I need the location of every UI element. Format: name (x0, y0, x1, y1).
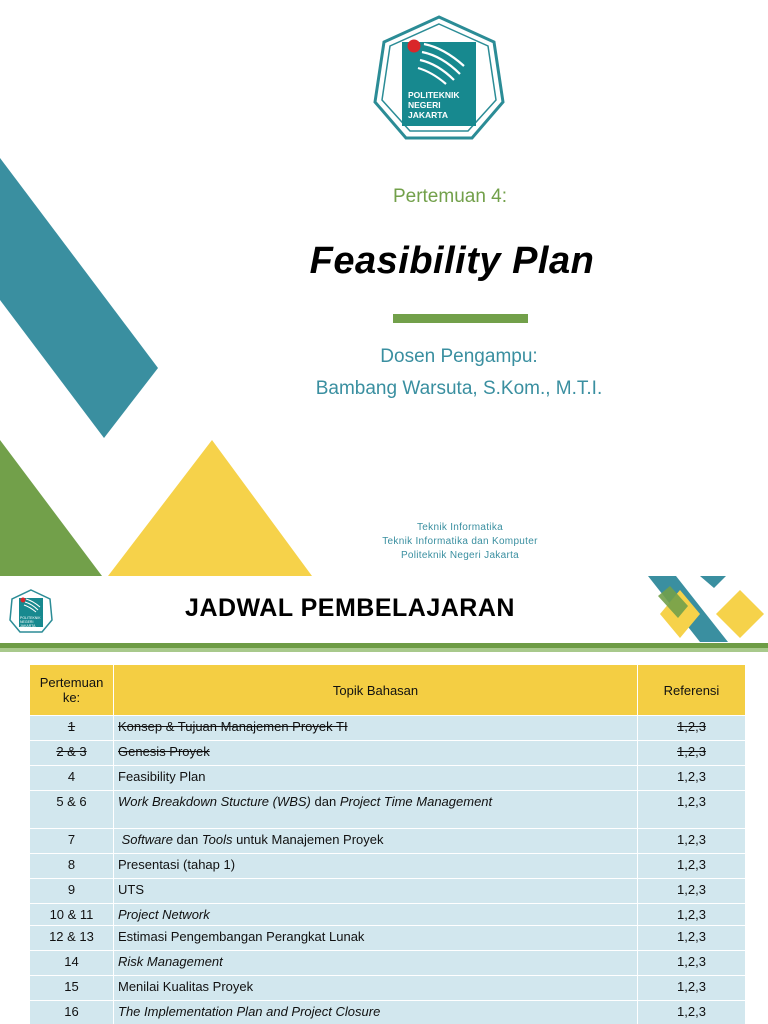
meeting-number: 4 (30, 766, 114, 791)
topic-text: Genesis Proyek (118, 744, 210, 759)
pnj-logo (372, 14, 506, 144)
meeting-number: 15 (30, 976, 114, 1001)
meeting-number: 10 & 11 (30, 904, 114, 926)
reference-cell: 1,2,3 (638, 741, 746, 766)
table-row (30, 829, 746, 854)
corner-decor-shapes (640, 576, 768, 646)
table-row (30, 904, 746, 926)
reference-cell: 1,2,3 (638, 879, 746, 904)
reference-cell: 1,2,3 (638, 829, 746, 854)
reference-cell: 1,2,3 (638, 766, 746, 791)
reference-cell: 1,2,3 (638, 951, 746, 976)
svg-text:JAKARTA: JAKARTA (20, 624, 36, 628)
reference-cell: 1,2,3 (638, 1001, 746, 1024)
reference-cell: 1,2,3 (638, 854, 746, 879)
meeting-subtitle: Pertemuan 4: (392, 186, 508, 207)
topic-cell (114, 854, 638, 879)
meeting-number: 12 & 13 (30, 926, 114, 951)
topic-cell (114, 904, 638, 926)
topic-text-italic-2: Project Time Management (339, 794, 493, 809)
schedule-slide (0, 576, 768, 1024)
table-row (30, 741, 746, 766)
topic-text: Menilai Kualitas Proyek (118, 979, 254, 994)
table-row (30, 1001, 746, 1024)
topic-cell (114, 976, 638, 1001)
logo-red-dot (408, 40, 421, 53)
topic-text-italic: The Implementation Plan and Project Closure (118, 1004, 381, 1019)
table-row (30, 854, 746, 879)
table-row (30, 716, 746, 741)
svg-text:NEGERI: NEGERI (20, 620, 34, 624)
table-row (30, 791, 746, 829)
table-row (30, 976, 746, 1001)
institution-line-1: Teknik Informatika (417, 522, 503, 533)
topic-text-italic-2: Tools (201, 832, 233, 847)
reference-cell: 1,2,3 (638, 791, 746, 829)
institution-line-3: Politeknik Negeri Jakarta (400, 550, 520, 561)
topic-text-connector: dan (172, 832, 202, 847)
header-topic: Topik Bahasan (114, 665, 638, 716)
header-meeting: Pertemuan ke: (30, 665, 114, 716)
topic-text-italic: Work Breakdown Stucture (WBS) (118, 794, 311, 809)
topic-text: Konsep & Tujuan Manajemen Proyek TI (118, 719, 348, 734)
lecturer-label: Dosen Pengampu: (380, 346, 538, 367)
table-row (30, 879, 746, 904)
topic-cell (114, 829, 638, 854)
topic-text-italic: Software (121, 832, 173, 847)
slide-title: Feasibility Plan (309, 240, 595, 282)
reference-cell: 1,2,3 (638, 926, 746, 951)
topic-text-rest: untuk Manajemen Proyek (232, 832, 384, 847)
topic-text-connector: dan (310, 794, 340, 809)
topic-text: Feasibility Plan (118, 769, 206, 784)
meeting-number: 5 & 6 (30, 791, 114, 829)
meeting-number: 7 (30, 829, 114, 854)
table-row (30, 951, 746, 976)
meeting-number: 9 (30, 879, 114, 904)
lecturer-name: Bambang Warsuta, S.Kom., M.T.I. (315, 378, 603, 399)
institution-line-2: Teknik Informatika dan Komputer (382, 536, 538, 547)
topic-text: Presentasi (tahap 1) (118, 857, 236, 872)
topic-cell (114, 926, 638, 951)
reference-cell: 1,2,3 (638, 976, 746, 1001)
topic-text-italic: Project Network (118, 907, 210, 922)
topic-cell (114, 791, 638, 829)
title-underline-bar (393, 314, 528, 323)
topic-cell (114, 741, 638, 766)
meeting-number: 2 & 3 (30, 741, 114, 766)
header-line-light (0, 648, 768, 652)
topic-cell (114, 951, 638, 976)
meeting-number: 8 (30, 854, 114, 879)
topic-cell (114, 879, 638, 904)
schedule-title: JADWAL PEMBELAJARAN (185, 594, 515, 622)
reference-cell: 1,2,3 (638, 716, 746, 741)
topic-text: Estimasi Pengembangan Perangkat Lunak (118, 929, 365, 944)
meeting-number: 1 (30, 716, 114, 741)
table-row (30, 926, 746, 951)
table-header-row (30, 665, 746, 716)
meeting-number: 14 (30, 951, 114, 976)
topic-cell (114, 1001, 638, 1024)
topic-text: UTS (118, 882, 144, 897)
topic-cell (114, 716, 638, 741)
logo-text-line2: NEGERI (408, 100, 441, 110)
logo-text-line3: JAKARTA (408, 110, 448, 120)
reference-cell: 1,2,3 (638, 904, 746, 926)
table-row (30, 766, 746, 791)
topic-text-italic: Risk Management (118, 954, 223, 969)
logo-text-line1: POLITEKNIK (408, 90, 460, 100)
svg-text:POLITEKNIK: POLITEKNIK (20, 616, 41, 620)
schedule-table (29, 664, 746, 1024)
meeting-number: 16 (30, 1001, 114, 1024)
topic-cell (114, 766, 638, 791)
header-reference: Referensi (638, 665, 746, 716)
